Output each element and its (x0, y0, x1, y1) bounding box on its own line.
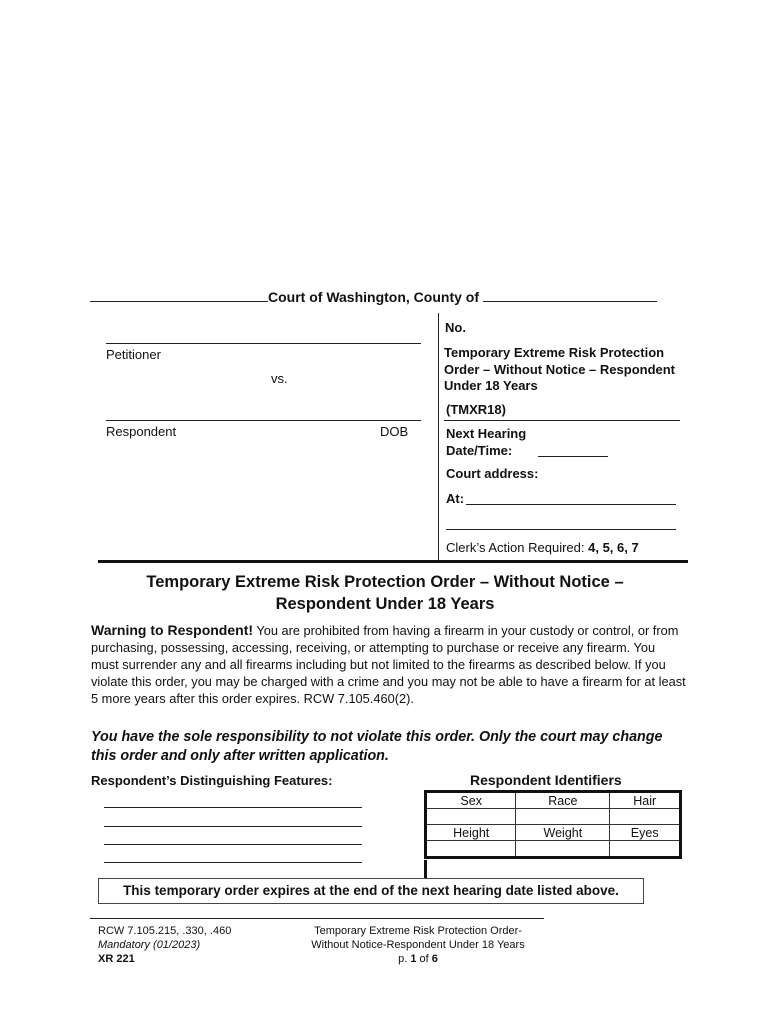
next-hearing-blank[interactable] (538, 456, 608, 457)
warning-body: You are prohibited from having a firearm in your custody or control, or from purchasing, possessing, accessing, receiving, or attempting to purchase or receive any firearm. You must surrender any and all firearms including but not limited to the firearms as described below. If you violate this order, you may be charged with a crime and you may not be able to have a firearm for at least 5 more years after this order expires. RCW 7.105.460(2). (91, 623, 686, 706)
court-heading-text: Court of Washington, County of (268, 289, 479, 305)
table-row (426, 792, 681, 809)
main-title (92, 571, 678, 615)
table-row (426, 825, 681, 841)
clerk-action-value: 4, 5, 6, 7 (588, 540, 639, 555)
hair-header: Hair (610, 792, 681, 809)
page-prefix: p. (398, 953, 408, 965)
warning-paragraph (91, 622, 686, 707)
features-line-4[interactable] (104, 862, 362, 863)
respondent-identifiers-label: Respondent Identifiers (470, 772, 622, 788)
case-number-label: No. (445, 320, 466, 335)
court-heading (90, 288, 680, 305)
at-label: At: (446, 491, 465, 506)
at-address-blank[interactable] (466, 504, 676, 505)
footer-rcw: RCW 7.105.215, .330, .460 (98, 925, 232, 937)
next-hearing-label: Next Hearing Date/Time: (446, 426, 527, 458)
court-address-label: Court address: (446, 466, 539, 481)
height-field[interactable] (426, 841, 516, 858)
identifiers-table (424, 790, 682, 859)
footer-form-number: XR 221 (98, 953, 135, 965)
table-row (426, 841, 681, 858)
petitioner-line[interactable] (106, 343, 421, 344)
dob-label: DOB (380, 424, 409, 439)
height-header: Height (426, 825, 516, 841)
caption-bottom-rule (98, 560, 688, 563)
distinguishing-features-label: Respondent’s Distinguishing Features: (91, 773, 333, 788)
page-of: of (419, 953, 429, 965)
page-current: 1 (410, 953, 417, 965)
footer-page-number (292, 952, 544, 966)
respondent-line[interactable] (106, 420, 421, 421)
features-line-2[interactable] (104, 826, 362, 827)
main-title-line1: Temporary Extreme Risk Protection Order – Without Notice – (146, 573, 624, 591)
footer-title-line2: Without Notice-Respondent Under 18 Years (311, 939, 525, 951)
form-code: (TMXR18) (446, 402, 506, 417)
features-line-3[interactable] (104, 844, 362, 845)
clerk-action (446, 540, 639, 555)
footer-left (98, 924, 231, 966)
features-line-1[interactable] (104, 807, 362, 808)
address-second-blank[interactable] (446, 529, 676, 530)
clerk-action-label: Clerk’s Action Required: (446, 540, 585, 555)
eyes-header: Eyes (610, 825, 681, 841)
warning-lead: Warning to Respondent! (91, 622, 254, 638)
responsibility-statement: You have the sole responsibility to not violate this order. Only the court may change this order and only after written application. (91, 729, 663, 764)
code-separator (444, 420, 680, 421)
petitioner-label: Petitioner (106, 347, 161, 362)
identifiers-connector (424, 860, 427, 878)
main-title-line2: Respondent Under 18 Years (275, 595, 495, 613)
court-name-blank[interactable] (90, 288, 268, 302)
document-title-box: Temporary Extreme Risk Protection Order – Without Notice – Respondent Under 18 Years (444, 345, 676, 393)
eyes-field[interactable] (610, 841, 681, 858)
footer-mandatory: Mandatory (01/2023) (98, 939, 201, 951)
weight-header: Weight (516, 825, 610, 841)
race-header: Race (516, 792, 610, 809)
table-row (426, 809, 681, 825)
caption-divider (438, 313, 439, 561)
hair-field[interactable] (610, 809, 681, 825)
page-total: 6 (431, 953, 438, 965)
respondent-label: Respondent (106, 424, 177, 439)
race-field[interactable] (516, 809, 610, 825)
footer-center (292, 924, 544, 966)
county-blank[interactable] (483, 288, 657, 302)
expiry-notice: This temporary order expires at the end of the next hearing date listed above. (98, 878, 644, 904)
footer-rule (90, 918, 544, 919)
sex-field[interactable] (426, 809, 516, 825)
weight-field[interactable] (516, 841, 610, 858)
footer-title-line1: Temporary Extreme Risk Protection Order- (314, 925, 522, 937)
vs-label: vs. (271, 371, 288, 386)
sex-header: Sex (426, 792, 516, 809)
